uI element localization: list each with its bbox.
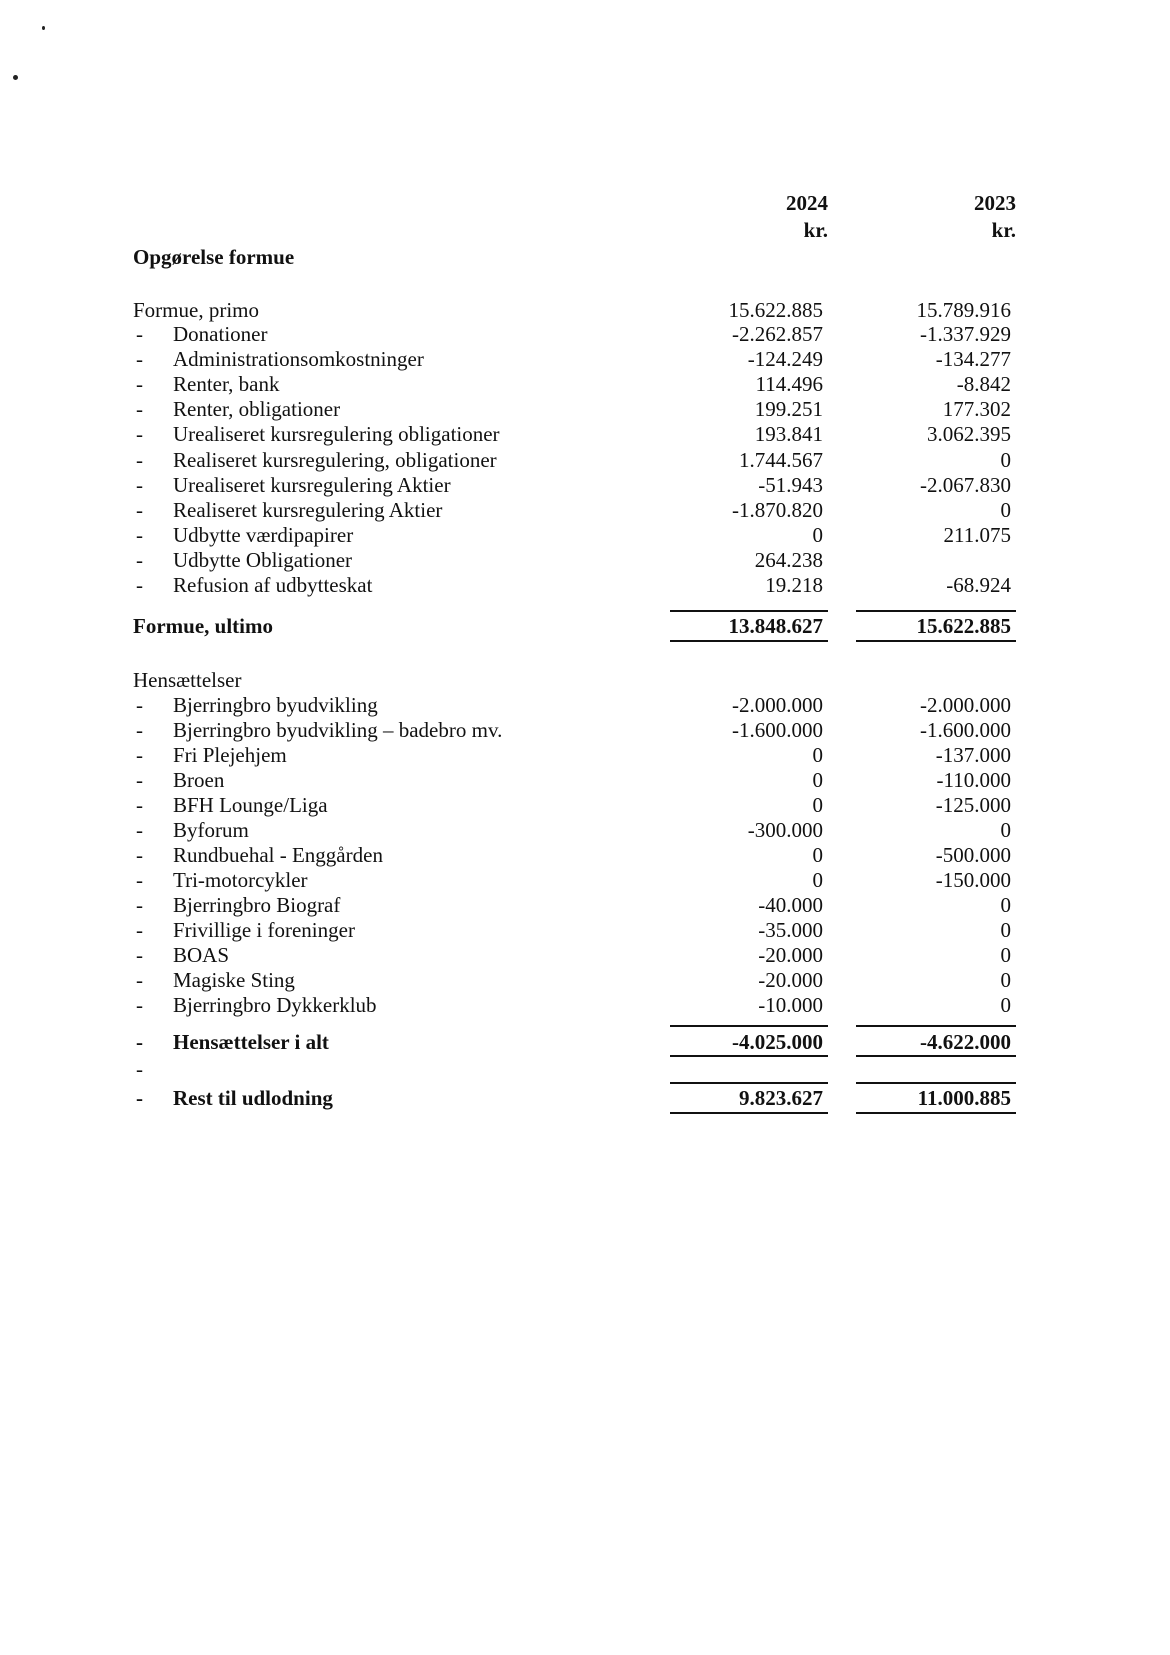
subtotal-rule: [856, 610, 1016, 612]
scan-speck: [13, 75, 18, 80]
hensaettelse-item-row: [133, 917, 1023, 943]
value-2024: -20.000: [758, 943, 823, 967]
row-label: Refusion af udbytteskat: [173, 573, 373, 597]
value-2024: 0: [812, 793, 823, 817]
total-rule: [670, 640, 828, 642]
value-2024: -2.000.000: [732, 693, 823, 717]
dash-bullet: -: [136, 718, 143, 742]
dash-bullet: -: [136, 372, 143, 397]
row-label: Tri-motorcykler: [173, 868, 308, 892]
hensaettelse-item-row: [133, 892, 1023, 918]
dash-bullet: -: [136, 347, 143, 372]
row-label: Renter, obligationer: [173, 397, 341, 422]
row-label: Bjerringbro Dykkerklub: [173, 993, 377, 1017]
row-label: Rest til udlodning: [173, 1086, 333, 1110]
hensaettelse-item-row: [133, 842, 1023, 868]
value-2024: -35.000: [758, 918, 823, 942]
value-2024: 13.848.627: [728, 614, 823, 638]
row-label: BOAS: [173, 943, 230, 967]
row-label: Fri Plejehjem: [173, 743, 287, 767]
row-label: Bjerringbro byudvikling: [173, 693, 378, 717]
column-header-2023: [896, 190, 1016, 244]
value-2023: -2.000.000: [920, 693, 1011, 717]
row-label: Frivillige i foreninger: [173, 918, 355, 942]
row-label: Rundbuehal - Enggården: [173, 843, 383, 867]
value-2024: 199.251: [754, 397, 823, 422]
dash-bullet: -: [136, 818, 143, 842]
dash-bullet: -: [136, 868, 143, 892]
value-2023: 0: [1000, 818, 1011, 842]
row-label: Udbytte værdipapirer: [173, 522, 354, 547]
dash-bullet: -: [136, 693, 143, 717]
formue-ultimo-row: [133, 613, 1023, 639]
value-2023: -134.277: [935, 347, 1011, 372]
hensaettelse-item-row: [133, 767, 1023, 793]
hensaettelser-heading: [133, 667, 1023, 693]
year-label: 2024: [786, 191, 828, 215]
formue-item-row: [133, 346, 1023, 372]
formue-item-row: [133, 321, 1023, 347]
dash-bullet: -: [136, 322, 143, 346]
hensaettelse-item-row: [133, 717, 1023, 743]
value-2023: 3.062.395: [927, 422, 1011, 447]
value-2024: -1.600.000: [732, 718, 823, 742]
value-2024: -20.000: [758, 968, 823, 992]
row-label: BFH Lounge/Liga: [173, 793, 328, 817]
value-2024: 1.744.567: [739, 447, 823, 472]
hensaettelse-item-row: [133, 867, 1023, 893]
total-rule: [856, 1112, 1016, 1114]
value-2024: 114.496: [755, 372, 823, 397]
formue-item-row: [133, 421, 1023, 447]
row-label: Magiske Sting: [173, 968, 295, 992]
formue-item-row: [133, 396, 1023, 422]
dash-bullet: -: [136, 1086, 143, 1110]
value-2023: -2.067.830: [920, 472, 1011, 497]
dash-bullet: -: [136, 472, 143, 497]
section-title: Opgørelse formue: [133, 245, 295, 269]
subtotal-rule: [670, 1082, 828, 1084]
hensaettelse-item-row: [133, 992, 1023, 1018]
dash-bullet: -: [136, 968, 143, 992]
value-2023: -137.000: [935, 743, 1011, 767]
dash-bullet: -: [136, 422, 143, 447]
value-2024: 19.218: [765, 573, 823, 597]
value-2024: -4.025.000: [732, 1030, 823, 1054]
hensaettelser-total-row: [133, 1029, 1023, 1055]
subtotal-rule: [670, 1025, 828, 1027]
dash-bullet: -: [136, 447, 143, 472]
rest-til-udlodning-row: [133, 1085, 1023, 1111]
row-label: Broen: [173, 768, 225, 792]
value-2023: 177.302: [942, 397, 1011, 422]
value-2024: 0: [812, 768, 823, 792]
row-label: Hensættelser: [133, 668, 242, 692]
value-2024: -2.262.857: [732, 322, 823, 346]
column-header-2024: [708, 190, 828, 244]
formue-item-row: [133, 522, 1023, 548]
value-2023: -500.000: [935, 843, 1011, 867]
value-2024: 0: [812, 743, 823, 767]
value-2023: -150.000: [935, 868, 1011, 892]
formue-primo-row: [133, 297, 1023, 323]
empty-dash-row: [133, 1056, 1023, 1082]
dash-bullet: -: [136, 1030, 143, 1054]
value-2024: 0: [812, 843, 823, 867]
subtotal-rule: [670, 610, 828, 612]
row-label: Administrationsomkostninger: [173, 347, 424, 372]
value-2024: -300.000: [747, 818, 823, 842]
row-label: Urealiseret kursregulering Aktier: [173, 472, 451, 497]
value-2024: 0: [812, 868, 823, 892]
value-2023: -68.924: [946, 573, 1011, 597]
row-label: Renter, bank: [173, 372, 280, 397]
dash-bullet: -: [136, 1057, 143, 1081]
value-2023: 0: [1000, 447, 1011, 472]
dash-bullet: -: [136, 918, 143, 942]
hensaettelse-item-row: [133, 792, 1023, 818]
value-2024: -51.943: [758, 472, 823, 497]
dash-bullet: -: [136, 397, 143, 422]
dash-bullet: -: [136, 768, 143, 792]
formue-item-row: [133, 371, 1023, 397]
unit-label: kr.: [991, 218, 1016, 242]
value-2024: -40.000: [758, 893, 823, 917]
scan-speck: [42, 26, 45, 30]
row-label: Byforum: [173, 818, 249, 842]
value-2023: 11.000.885: [917, 1086, 1011, 1110]
hensaettelse-item-row: [133, 692, 1023, 718]
value-2024: 0: [812, 522, 823, 547]
row-label: Realiseret kursregulering, obligationer: [173, 447, 497, 472]
dash-bullet: -: [136, 793, 143, 817]
row-label: Udbytte Obligationer: [173, 547, 353, 572]
value-2024: -1.870.820: [732, 497, 823, 522]
row-label: Donationer: [173, 322, 268, 346]
value-2023: 211.075: [943, 522, 1011, 547]
value-2023: 0: [1000, 943, 1011, 967]
row-label: Hensættelser i alt: [173, 1030, 329, 1054]
dash-bullet: -: [136, 743, 143, 767]
value-2023: 0: [1000, 968, 1011, 992]
dash-bullet: -: [136, 497, 143, 522]
row-label: Formue, ultimo: [133, 614, 273, 638]
value-2023: -4.622.000: [920, 1030, 1011, 1054]
formue-item-row: [133, 497, 1023, 523]
value-2023: 0: [1000, 918, 1011, 942]
formue-item-row: [133, 547, 1023, 573]
value-2023: 0: [1000, 893, 1011, 917]
value-2023: -8.842: [956, 372, 1011, 397]
dash-bullet: -: [136, 573, 143, 597]
row-label: Realiseret kursregulering Aktier: [173, 497, 443, 522]
value-2023: -1.600.000: [920, 718, 1011, 742]
formue-item-row: [133, 572, 1023, 598]
row-label: Bjerringbro byudvikling – badebro mv.: [173, 718, 503, 742]
formue-item-row: [133, 447, 1023, 473]
value-2023: 15.789.916: [916, 298, 1011, 322]
year-label: 2023: [974, 191, 1016, 215]
unit-label: kr.: [803, 218, 828, 242]
value-2024: 193.841: [754, 422, 823, 447]
value-2023: 0: [1000, 497, 1011, 522]
value-2023: -110.000: [936, 768, 1011, 792]
value-2023: 0: [1000, 993, 1011, 1017]
formue-item-row: [133, 472, 1023, 498]
subtotal-rule: [856, 1025, 1016, 1027]
row-label: Urealiseret kursregulering obligationer: [173, 422, 500, 447]
hensaettelse-item-row: [133, 942, 1023, 968]
value-2023: -1.337.929: [920, 322, 1011, 346]
row-label: Formue, primo: [133, 298, 259, 322]
dash-bullet: -: [136, 547, 143, 572]
value-2024: 264.238: [754, 547, 823, 572]
total-rule: [856, 640, 1016, 642]
dash-bullet: -: [136, 522, 143, 547]
hensaettelse-item-row: [133, 817, 1023, 843]
value-2024: 9.823.627: [739, 1086, 823, 1110]
total-rule: [670, 1112, 828, 1114]
value-2023: 15.622.885: [916, 614, 1011, 638]
value-2023: -125.000: [935, 793, 1011, 817]
value-2024: -10.000: [758, 993, 823, 1017]
hensaettelse-item-row: [133, 742, 1023, 768]
dash-bullet: -: [136, 993, 143, 1017]
value-2024: -124.249: [747, 347, 823, 372]
hensaettelse-item-row: [133, 967, 1023, 993]
dash-bullet: -: [136, 843, 143, 867]
dash-bullet: -: [136, 893, 143, 917]
value-2024: 15.622.885: [728, 298, 823, 322]
dash-bullet: -: [136, 943, 143, 967]
subtotal-rule: [856, 1082, 1016, 1084]
row-label: Bjerringbro Biograf: [173, 893, 341, 917]
